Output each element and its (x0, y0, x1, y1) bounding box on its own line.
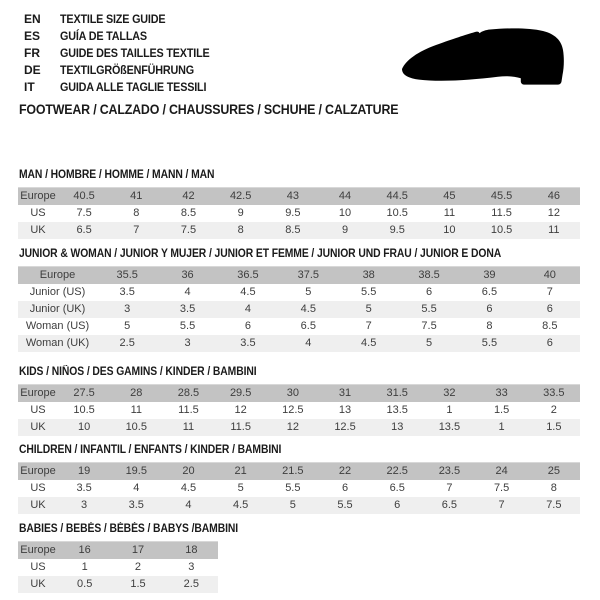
row-label: Europe (39, 269, 76, 282)
row-label: Woman (UK) (25, 337, 90, 349)
table-row (18, 559, 218, 576)
language-code: EN (24, 12, 41, 26)
size-table-man (18, 187, 580, 239)
size-cell: 13 (391, 421, 404, 433)
row-label: Europe (20, 465, 56, 478)
size-cell: 8 (133, 207, 140, 219)
table-row (18, 267, 580, 284)
table-row (18, 463, 580, 480)
size-cell: 4 (184, 286, 191, 298)
table-row (18, 318, 580, 335)
size-cell: 6 (426, 286, 433, 298)
section-title: CHILDREN / INFANTIL / ENFANTS / KINDER / BAMBINI (19, 444, 282, 456)
size-cell: 37.5 (297, 269, 320, 282)
size-cell: 4.5 (300, 303, 316, 315)
size-cell: 8 (550, 482, 557, 494)
size-cell: 19.5 (125, 465, 147, 478)
size-cell: 6 (394, 499, 401, 511)
size-cell: 10.5 (490, 224, 513, 236)
size-cell: 3.5 (179, 303, 196, 315)
size-cell: 31 (338, 387, 352, 400)
size-cell: 46 (547, 190, 560, 203)
size-cell: 23.5 (438, 465, 461, 478)
size-cell: 33 (495, 387, 508, 400)
section-babies (18, 523, 262, 593)
table-row (18, 385, 580, 402)
size-cell: 6 (546, 337, 553, 349)
size-cell: 27.5 (73, 387, 95, 400)
size-cell: 7.5 (421, 320, 437, 332)
size-cell: 4 (244, 303, 251, 315)
size-cell: 11 (182, 421, 195, 433)
size-cell: 7 (498, 499, 505, 511)
row-label: US (30, 482, 46, 494)
size-cell: 10.5 (125, 421, 147, 433)
size-cell: 3 (124, 303, 131, 315)
size-cell: 35.5 (116, 269, 138, 282)
size-cell: 40.5 (73, 190, 95, 203)
row-label: Europe (20, 190, 56, 203)
size-cell: 2 (550, 404, 557, 416)
size-cell: 12 (547, 207, 560, 219)
size-cell: 12.5 (282, 404, 304, 416)
section-title: JUNIOR & WOMAN / JUNIOR Y MUJER / JUNIOR ET FEMME / JUNIOR UND FRAU / JUNIOR E DONA (19, 248, 502, 260)
size-cell: 10.5 (386, 207, 408, 219)
size-cell: 10 (443, 224, 456, 236)
language-label: TEXTILGRÖßENFÜHRUNG (60, 63, 194, 77)
size-cell: 5 (426, 337, 433, 349)
size-table-children (18, 462, 580, 514)
table-row (18, 205, 580, 222)
language-row-de (24, 62, 226, 79)
size-cell: 1 (81, 561, 88, 573)
size-cell: 17 (131, 544, 145, 557)
size-cell: 6.5 (481, 286, 498, 298)
size-cell: 25 (547, 465, 560, 478)
size-cell: 3.5 (128, 499, 144, 511)
size-cell: 8.5 (542, 320, 558, 332)
size-cell: 13.5 (386, 404, 408, 416)
size-cell: 4.5 (233, 499, 249, 511)
size-cell: 13.5 (438, 421, 461, 433)
table-row (18, 301, 580, 318)
table-row (18, 222, 580, 239)
size-cell: 3.5 (119, 286, 135, 298)
size-cell: 40 (543, 269, 556, 282)
size-cell: 4 (305, 337, 312, 349)
size-cell: 5 (305, 286, 312, 298)
size-cell: 45 (443, 190, 456, 203)
size-cell: 11 (443, 207, 456, 219)
table-row (18, 497, 580, 514)
size-cell: 38.5 (418, 269, 440, 282)
size-cell: 7 (133, 224, 140, 236)
size-cell: 6.5 (300, 320, 316, 332)
table-row (18, 188, 580, 205)
size-cell: 7 (546, 286, 553, 298)
size-cell: 31.5 (386, 387, 408, 400)
size-cell: 33.5 (543, 387, 565, 400)
size-cell: 6.5 (389, 482, 405, 494)
size-cell: 8 (237, 224, 244, 236)
language-code: DE (24, 63, 41, 77)
row-label: UK (30, 578, 46, 590)
size-cell: 24 (495, 465, 508, 478)
size-cell: 12 (234, 404, 247, 416)
size-cell: 5.5 (337, 499, 353, 511)
size-cell: 38 (362, 269, 375, 282)
size-cell: 3 (81, 499, 88, 511)
size-cell: 28 (130, 387, 143, 400)
size-cell: 2.5 (183, 578, 199, 590)
size-cell: 4 (133, 482, 140, 494)
size-cell: 22.5 (386, 465, 408, 478)
size-cell: 13 (338, 404, 352, 416)
language-code: IT (24, 80, 35, 94)
size-cell: 42.5 (229, 190, 252, 203)
size-cell: 9.5 (389, 224, 405, 236)
size-cell: 4.5 (361, 337, 377, 349)
size-cell: 6.5 (76, 224, 92, 236)
size-cell: 4.5 (180, 482, 197, 494)
size-table-babies (18, 541, 218, 593)
size-cell: 10 (77, 421, 91, 433)
section-title: KIDS / NIÑOS / DES GAMINS / KINDER / BAMBINI (19, 366, 257, 378)
language-row-it (24, 79, 226, 96)
size-cell: 6 (341, 482, 349, 494)
size-cell: 18 (185, 544, 198, 557)
size-cell: 21.5 (282, 465, 304, 478)
section-junior-woman (18, 248, 580, 352)
size-cell: 43 (286, 190, 299, 203)
row-label: Europe (20, 544, 56, 557)
size-cell: 39 (483, 269, 496, 282)
row-label: US (30, 561, 46, 573)
size-cell: 44 (338, 190, 352, 203)
language-label: GUIDE DES TAILLES TEXTILE (60, 46, 210, 60)
size-cell: 7.5 (76, 207, 92, 219)
row-label: Europe (20, 387, 56, 400)
size-cell: 5.5 (421, 303, 437, 315)
size-cell: 7 (365, 320, 372, 332)
size-cell: 7.5 (180, 224, 197, 236)
table-row (18, 480, 580, 497)
size-cell: 7.5 (546, 499, 562, 511)
section-children (18, 444, 580, 514)
size-cell: 5 (237, 482, 244, 494)
size-cell: 5.5 (179, 320, 196, 332)
size-cell: 3 (184, 337, 191, 349)
row-label: US (30, 207, 46, 219)
size-cell: 10 (338, 207, 352, 219)
size-cell: 1 (498, 421, 505, 433)
size-cell: 5 (365, 303, 372, 315)
row-label: UK (30, 224, 46, 236)
size-cell: 1.5 (130, 578, 146, 590)
size-cell: 11 (548, 224, 560, 236)
section-kids (18, 366, 580, 436)
size-cell: 28.5 (177, 387, 200, 400)
category-title: FOOTWEAR / CALZADO / CHAUSSURES / SCHUHE / CALZATURE (19, 102, 399, 117)
size-cell: 7.5 (493, 482, 510, 494)
size-cell: 8.5 (180, 207, 197, 219)
section-title: MAN / HOMBRE / HOMME / MANN / MAN (19, 169, 215, 181)
size-cell: 8 (486, 320, 493, 332)
size-cell: 5 (289, 499, 296, 511)
size-table-junior-woman (18, 266, 580, 352)
size-cell: 36.5 (237, 269, 259, 282)
size-cell: 44.5 (386, 190, 408, 203)
row-label: Woman (US) (25, 320, 90, 332)
table-row (18, 284, 580, 301)
size-cell: 30 (286, 387, 299, 400)
dress-shoe-icon (402, 26, 568, 90)
size-cell: 22 (338, 465, 352, 478)
section-man (18, 169, 580, 239)
language-label: TEXTILE SIZE GUIDE (60, 12, 166, 26)
size-cell: 19 (77, 465, 91, 478)
size-cell: 45.5 (490, 190, 513, 203)
size-cell: 5.5 (285, 482, 301, 494)
size-cell: 12 (286, 421, 299, 433)
size-cell: 11.5 (230, 421, 251, 433)
size-cell: 41 (130, 190, 143, 203)
size-cell: 6 (546, 303, 553, 315)
size-cell: 32 (443, 387, 456, 400)
size-cell: 7 (446, 482, 453, 494)
size-cell: 0.5 (77, 578, 93, 590)
size-cell: 5.5 (481, 337, 498, 349)
language-row-es (24, 28, 226, 45)
size-cell: 4.5 (240, 286, 256, 298)
language-legend (24, 11, 226, 96)
size-cell: 2.5 (119, 337, 135, 349)
size-cell: 36 (181, 269, 194, 282)
section-title: BABIES / BEBÉS / BÉBÉS / BABYS /BAMBINI (19, 523, 239, 535)
table-row (18, 402, 580, 419)
language-row-en (24, 11, 226, 28)
size-cell: 20 (182, 465, 195, 478)
size-cell: 6 (486, 303, 493, 315)
size-cell: 5 (124, 320, 131, 332)
size-cell: 8.5 (285, 224, 301, 236)
size-cell: 3.5 (76, 482, 92, 494)
size-cell: 9.5 (285, 207, 301, 219)
row-label: UK (30, 421, 46, 433)
language-label: GUIDA ALLE TAGLIE TESSILI (60, 80, 207, 94)
table-row (18, 542, 218, 559)
language-code: ES (24, 29, 41, 43)
row-label: UK (30, 499, 46, 511)
row-label: Junior (US) (29, 286, 86, 298)
language-code: FR (24, 46, 40, 60)
size-cell: 1 (446, 404, 453, 416)
row-label: US (30, 404, 46, 416)
size-cell: 11 (130, 404, 142, 416)
size-cell: 1.5 (493, 404, 510, 416)
size-cell: 3.5 (240, 337, 256, 349)
size-cell: 12.5 (334, 421, 356, 433)
size-cell: 6.5 (441, 499, 458, 511)
size-cell: 4 (185, 499, 192, 511)
size-cell: 11.5 (491, 207, 512, 219)
size-cell: 29.5 (229, 387, 252, 400)
row-label: Junior (UK) (29, 303, 86, 315)
size-cell: 21 (234, 465, 247, 478)
language-row-fr (24, 45, 226, 62)
size-cell: 2 (134, 561, 142, 573)
language-label: GUÍA DE TALLAS (60, 29, 147, 43)
table-row (18, 576, 218, 593)
size-cell: 5.5 (361, 286, 377, 298)
table-row (18, 335, 580, 352)
size-cell: 10.5 (73, 404, 95, 416)
size-cell: 9 (237, 207, 244, 219)
size-cell: 11.5 (178, 404, 199, 416)
size-cell: 3 (188, 561, 195, 573)
table-row (18, 419, 580, 436)
size-cell: 42 (182, 190, 195, 203)
size-cell: 6 (244, 320, 251, 332)
size-table-kids (18, 384, 580, 436)
size-cell: 9 (341, 224, 349, 236)
size-cell: 16 (78, 544, 91, 557)
size-cell: 1.5 (546, 421, 562, 433)
